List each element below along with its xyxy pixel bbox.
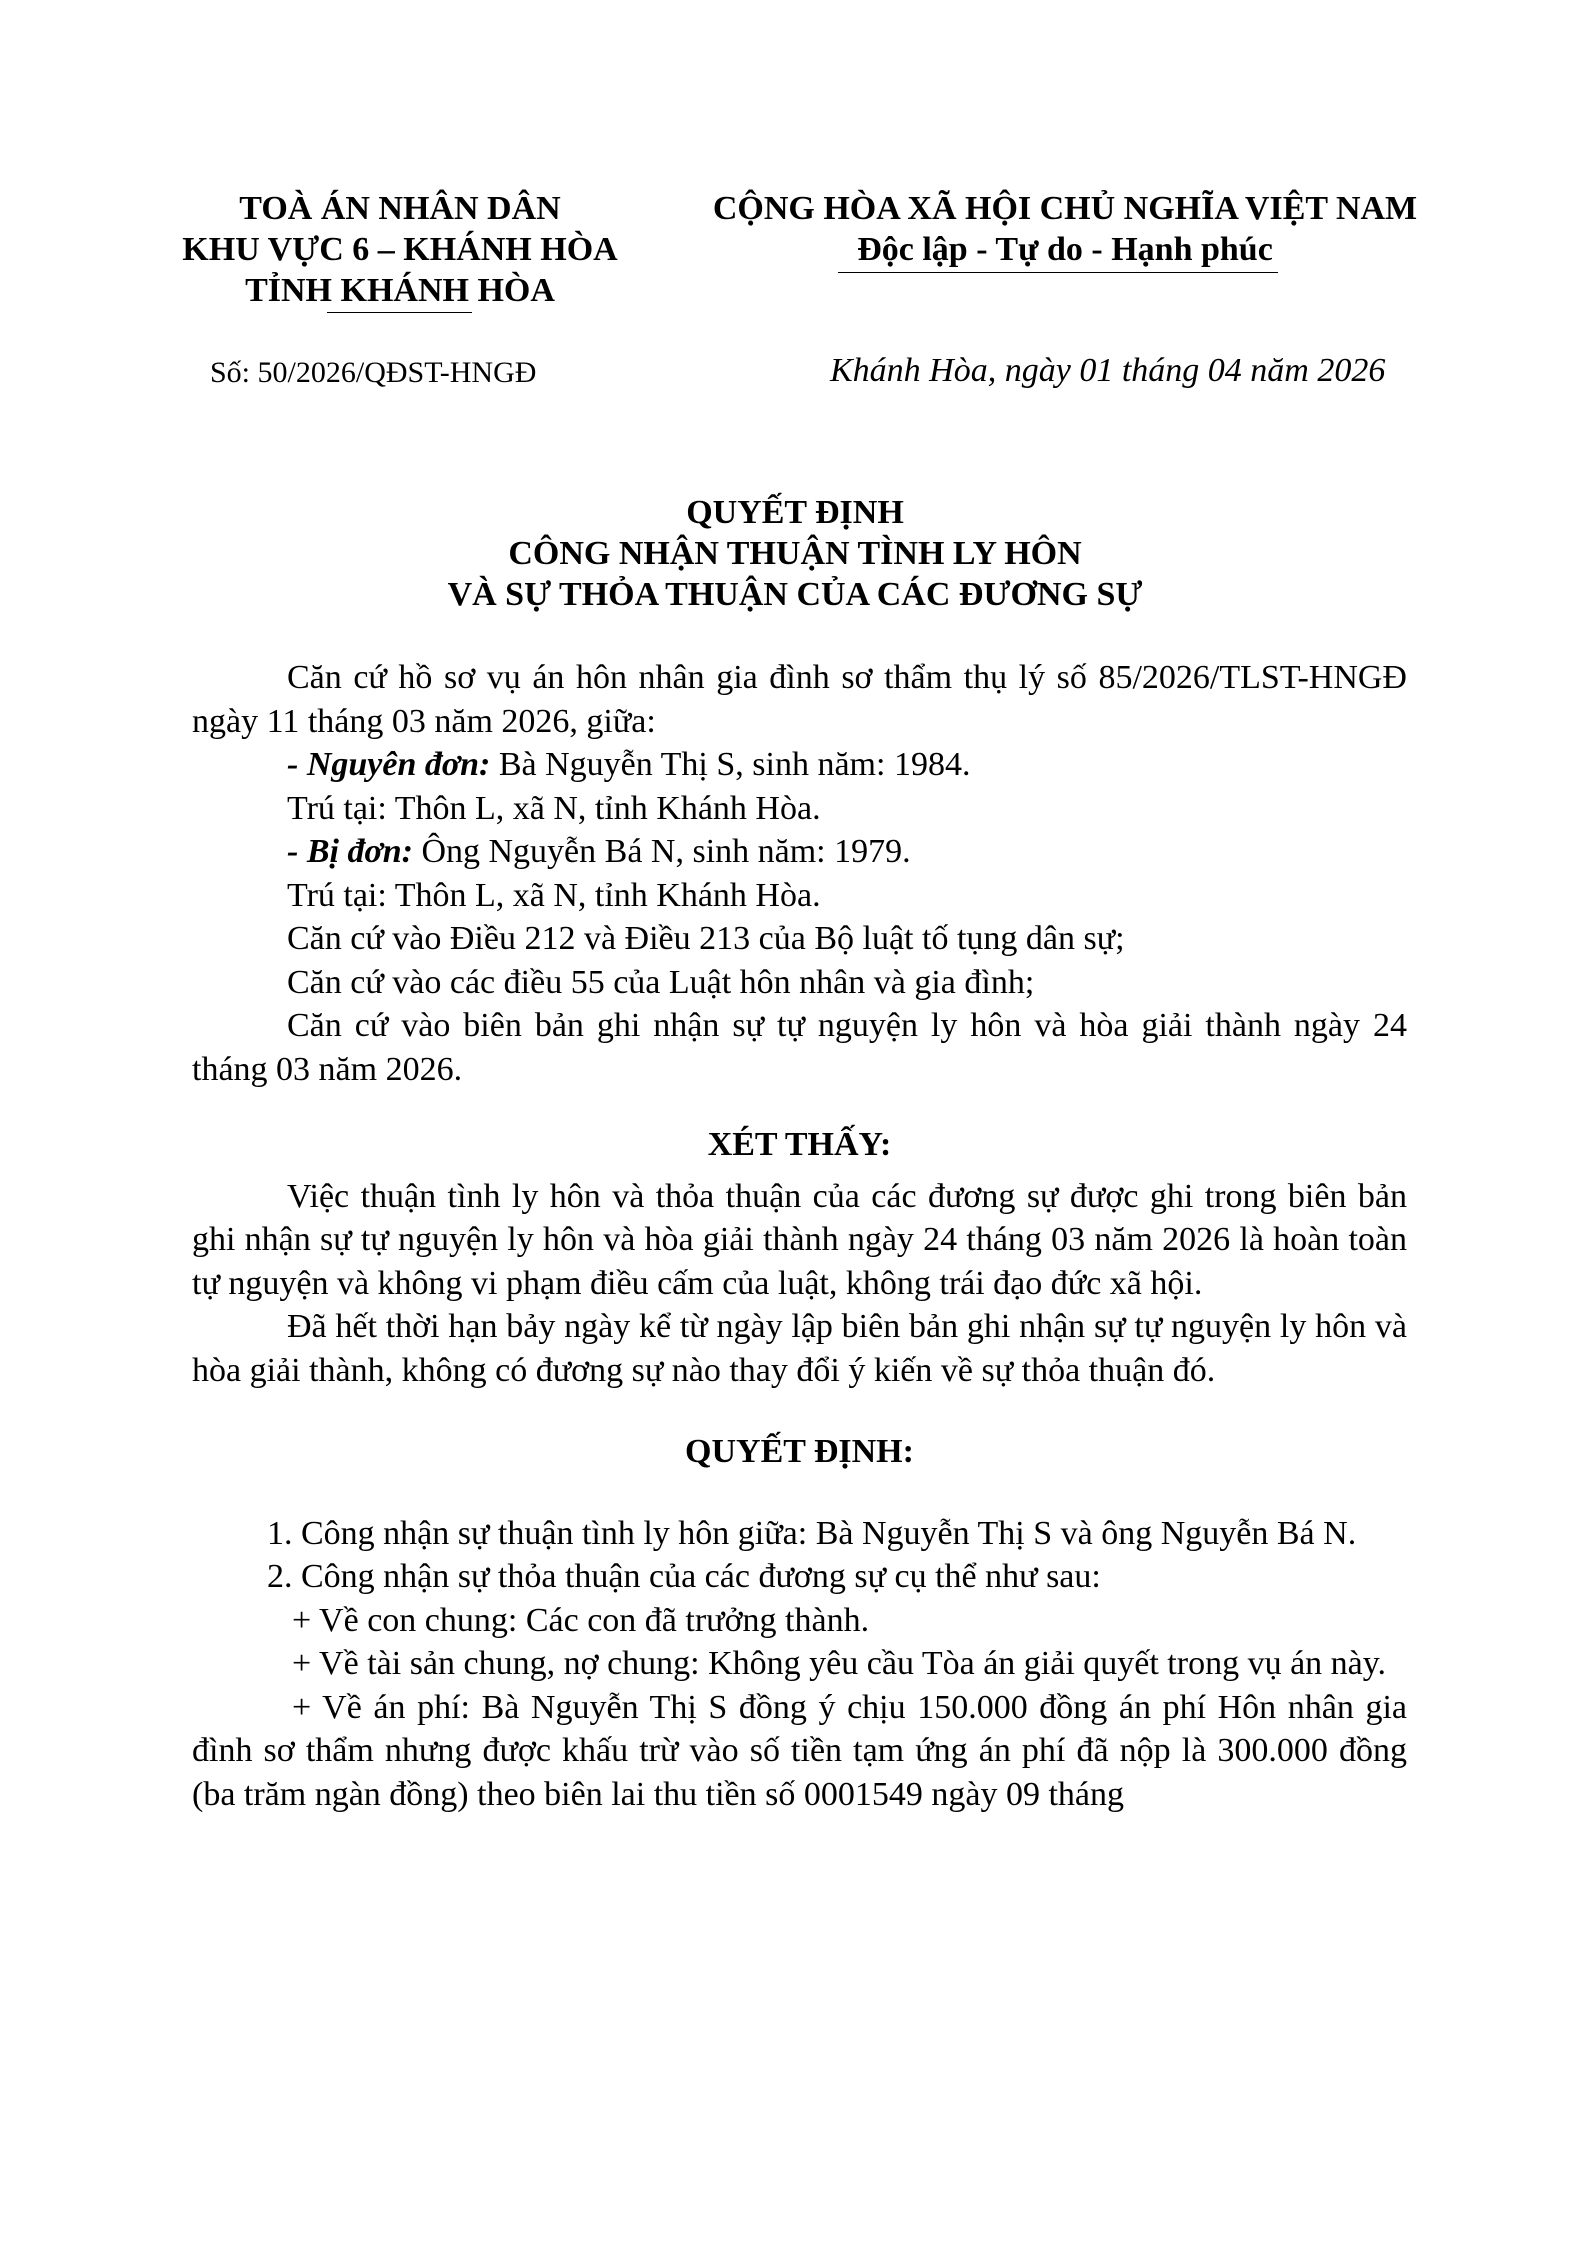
- findings-paragraph-1: Việc thuận tình ly hôn và thỏa thuận của các đương sự được ghi trong biên bản ghi nhận sự tự nguyện ly hôn và hòa giải thành ngày 24 tháng 03 năm 2026 là hoàn toàn tự nguyện và không vi phạm điều cấm của luật, không trái đạo đức xã hội.: [192, 1177, 1407, 1302]
- defendant-info: Ông Nguyễn Bá N, sinh năm: 1979.: [412, 833, 911, 870]
- national-motto-block: [680, 188, 1450, 270]
- motto-underline: [838, 272, 1278, 273]
- court-name-block: [150, 188, 650, 311]
- legal-basis-1: Căn cứ vào Điều 212 và Điều 213 của Bộ luật tố tụng dân sự;: [287, 920, 1125, 957]
- defendant-label: - Bị đơn:: [287, 833, 413, 870]
- findings-paragraph-2: Đã hết thời hạn bảy ngày kể từ ngày lập biên bản ghi nhận sự tự nguyện ly hôn và hòa giải thành, không có đương sự nào thay đổi ý kiến về sự thỏa thuận đó.: [192, 1308, 1407, 1389]
- defendant-line: [192, 830, 1407, 874]
- defendant-address: Trú tại: Thôn L, xã N, tỉnh Khánh Hòa.: [287, 876, 821, 914]
- decision-subitem-children: + Về con chung: Các con đã trưởng thành.: [292, 1601, 870, 1639]
- decision-subitem-court-fee: + Về án phí: Bà Nguyễn Thị S đồng ý chịu 150.000 đồng án phí Hôn nhân gia đình sơ thẩm nhưng được khấu trừ vào số tiền tạm ứng án phí đã nộp là 300.000 đồng (ba trăm ngàn đồng) theo biên lai thu tiền số 0001549 ngày 09 tháng: [192, 1688, 1407, 1813]
- title-line1: QUYẾT ĐỊNH: [686, 494, 904, 531]
- national-motto: Độc lập - Tự do - Hạnh phúc: [857, 231, 1273, 268]
- decision-subitem-property: + Về tài sản chung, nợ chung: Không yêu cầu Tòa án giải quyết trong vụ án này.: [292, 1645, 1387, 1682]
- court-name-line1: TOÀ ÁN NHÂN DÂN: [239, 190, 561, 227]
- court-name-line3: TỈNH KHÁNH HÒA: [245, 272, 555, 309]
- plaintiff-label: - Nguyên đơn:: [287, 746, 491, 783]
- title-line3: VÀ SỰ THỎA THUẬN CỦA CÁC ĐƯƠNG SỰ: [447, 576, 1143, 613]
- preamble-paragraph: Căn cứ hồ sơ vụ án hôn nhân gia đình sơ thẩm thụ lý số 85/2026/TLST-HNGĐ ngày 11 tháng 03 năm 2026, giữa:: [192, 659, 1407, 740]
- plaintiff-line: [192, 743, 1407, 787]
- decision-item-1: 1. Công nhận sự thuận tình ly hôn giữa: Bà Nguyễn Thị S và ông Nguyễn Bá N.: [267, 1514, 1357, 1552]
- document-date: Khánh Hòa, ngày 01 tháng 04 năm 2026: [830, 352, 1386, 389]
- plaintiff-info: Bà Nguyễn Thị S, sinh năm: 1984.: [490, 746, 971, 783]
- document-number: Số: 50/2026/QĐST-HNGĐ: [210, 356, 537, 389]
- legal-basis-2: Căn cứ vào các điều 55 của Luật hôn nhân và gia đình;: [287, 963, 1035, 1001]
- document-title: [150, 492, 1440, 615]
- findings-heading: XÉT THẤY:: [707, 1126, 892, 1163]
- title-line2: CÔNG NHẬN THUẬN TÌNH LY HÔN: [508, 535, 1082, 572]
- country-name: CỘNG HÒA XÃ HỘI CHỦ NGHĨA VIỆT NAM: [712, 190, 1418, 227]
- decision-item-2: 2. Công nhận sự thỏa thuận của các đương sự cụ thể như sau:: [267, 1558, 1101, 1595]
- document-body: [192, 656, 1407, 1816]
- court-name-line2: KHU VỰC 6 – KHÁNH HÒA: [182, 231, 618, 268]
- decision-heading: QUYẾT ĐỊNH:: [685, 1433, 914, 1470]
- legal-basis-3: Căn cứ vào biên bản ghi nhận sự tự nguyện ly hôn và hòa giải thành ngày 24 tháng 03 năm 2026.: [192, 1007, 1407, 1088]
- court-name-underline: [327, 312, 472, 313]
- plaintiff-address: Trú tại: Thôn L, xã N, tỉnh Khánh Hòa.: [287, 789, 821, 827]
